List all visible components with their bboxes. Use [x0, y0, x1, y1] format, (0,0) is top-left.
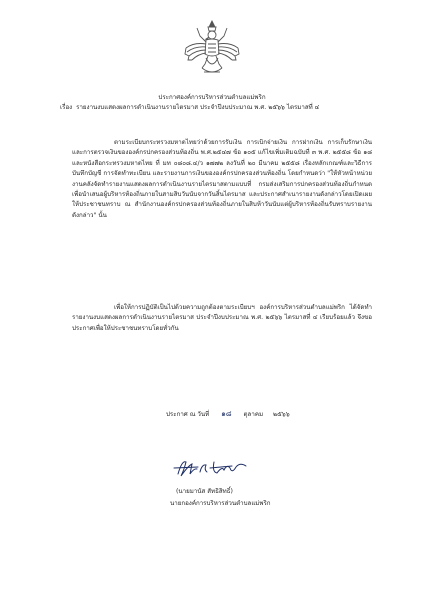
subject-text: รายงานงบแสดงผลการดำเนินงานรายไตรมาส ประจำปีงบประมาณ พ.ศ. ๒๕๖๖ ไตรมาสที่ ๔	[76, 104, 320, 111]
signatory-position: นายกองค์การบริหารส่วนตำบลแม่พริก	[170, 500, 271, 507]
body-paragraph-1: ตามระเบียบกระทรวงมหาดไทยว่าด้วยการรับเงิน การเบิกจ่ายเงิน การฝากเงิน การเก็บรักษาเงิน และการตรวจเงินขององค์กรปกครองส่วนท้องถิ่น พ.ศ.๒๕๔๗ ข้อ ๑๐๕ แก้ไขเพิ่มเติมฉบับที่ ๓ พ.ศ. ๒๕๕๘ ข้อ ๑๘ และหนังสือกระทรวงมหาดไทย ที่ มท ๐๘๐๘.๔/ว ๑๗๗๒ ลงวันที่ ๒๐ มีนาคม ๒๕๕๘ เรื่องหลักเกณฑ์และวิธีการบันทึกบัญชี การจัดทำทะเบียน และรายงานการเงินขององค์กรปกครองส่วนท้องถิ่น โดยกำหนดว่า "ให้หัวหน้าหน่วยงานคลังจัดทำรายงานแสดงผลการดำเนินงานรายไตรมาสตามแบบที่ กรมส่งเสริมการปกครองส่วนท้องถิ่นกำหนด เพื่อนำเสนอผู้บริหารท้องถิ่นภายในสามสิบวันนับจากวันสิ้นไตรมาส และประกาศสำเนารายงานดังกล่าวโดยเปิดเผยให้ประชาชนทราบ ณ สำนักงานองค์กรปกครองส่วนท้องถิ่นภายในสิบห้าวันนับแต่ผู้บริหารท้องถิ่นรับทราบรายงานดังกล่าว" นั้น	[72, 139, 372, 219]
date-day: ๑๘	[221, 409, 232, 418]
date-month: ตุลาคม	[243, 411, 264, 418]
date-prefix: ประกาศ ณ วันที่	[166, 411, 210, 418]
announcement-date	[166, 410, 290, 419]
announcement-title: ประกาศองค์การบริหารส่วนตำบลแม่พริก	[158, 94, 266, 101]
body-paragraph-2: เพื่อให้การปฏิบัติเป็นไปด้วยความถูกต้องตามระเบียบฯ องค์การบริหารส่วนตำบลแม่พริก ได้จัดทำรายงานงบแสดงผลการดำเนินงานรายไตรมาส ประจำปีงบประมาณ พ.ศ. ๒๕๖๖ ไตรมาสที่ ๔ เรียบร้อยแล้ว จึงขอประกาศเพื่อให้ประชาชนทราบโดยทั่วกัน	[72, 304, 372, 332]
garuda-emblem-icon	[182, 18, 242, 80]
subject-label: เรื่อง	[60, 104, 73, 111]
announcement-subject	[60, 104, 319, 112]
date-year: ๒๕๖๖	[273, 411, 290, 418]
signatory-name: (นายมานัส สัทธิสิทธิ์)	[176, 488, 233, 495]
signature-image	[170, 456, 254, 480]
